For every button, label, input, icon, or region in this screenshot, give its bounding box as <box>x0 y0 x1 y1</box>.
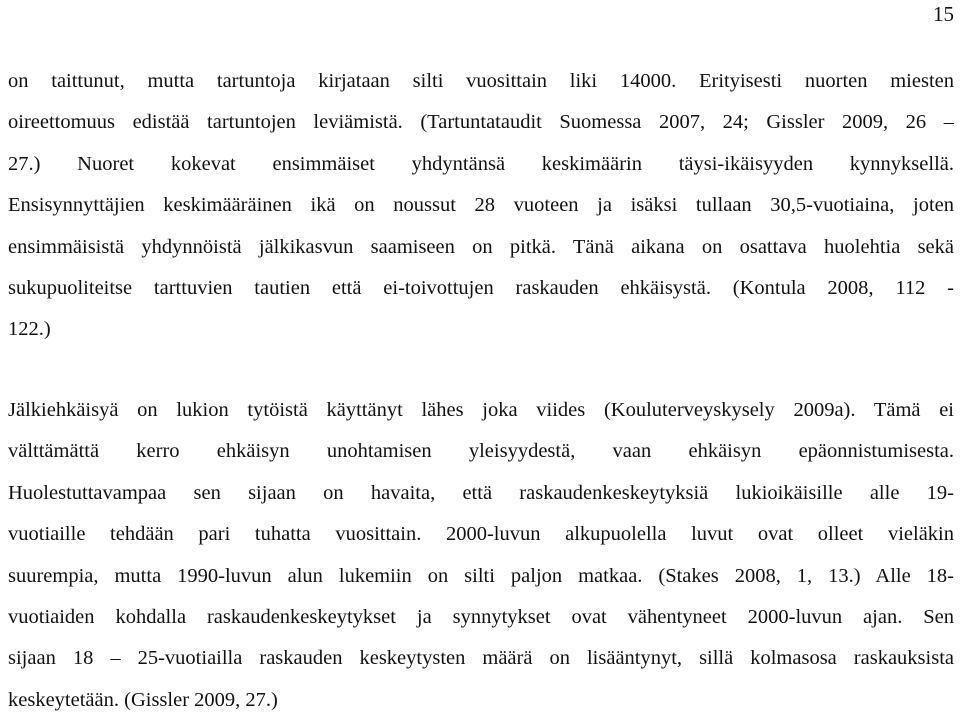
paragraph-2 <box>8 390 954 721</box>
page-number: 15 <box>933 2 954 26</box>
text-line: vuotiaiden kohdalla raskaudenkeskeytykset ja synnytykset ovat vähentyneet 2000-luvun ajan. Sen <box>8 605 954 628</box>
text-line: 27.) Nuoret kokevat ensimmäiset yhdyntänsä keskimäärin täysi-ikäisyyden kynnyksellä. <box>8 152 954 175</box>
text-line: keskeytetään. (Gissler 2009, 27.) <box>8 688 278 711</box>
text-line: sukupuoliteitse tarttuvien tautien että ei-toivottujen raskauden ehkäisystä. (Kontula 2008, 112 - <box>8 276 954 299</box>
text-line: Ensisynnyttäjien keskimääräinen ikä on noussut 28 vuoteen ja isäksi tullaan 30,5-vuotiaina, joten <box>8 194 954 217</box>
text-line: on taittunut, mutta tartuntoja kirjataan silti vuosittain liki 14000. Erityisesti nuorten miesten <box>8 70 954 92</box>
text-line: vuotiaille tehdään pari tuhatta vuosittain. 2000-luvun alkupuolella luvut ovat olleet vieläkin <box>8 523 954 546</box>
text-line: sijaan 18 – 25-vuotiailla raskauden keskeytysten määrä on lisääntynyt, sillä kolmasosa raskauksista <box>8 647 954 670</box>
paragraph-1 <box>8 61 954 351</box>
text-line: ensimmäisistä yhdynnöistä jälkikasvun saamiseen on pitkä. Tänä aikana on osattava huolehtia sekä <box>8 235 954 258</box>
text-line: 122.) <box>8 318 51 341</box>
text-line: välttämättä kerro ehkäisyn unohtamisen yleisyydestä, vaan ehkäisyn epäonnistumisesta. <box>8 440 954 463</box>
text-line: oireettomuus edistää tartuntojen leviämistä. (Tartuntataudit Suomessa 2007, 24; Gissler 2009, 26 – <box>8 111 954 134</box>
text-line: suurempia, mutta 1990-luvun alun lukemiin on silti paljon matkaa. (Stakes 2008, 1, 13.) Alle 18- <box>8 564 954 587</box>
text-line: Huolestuttavampaa sen sijaan on havaita, että raskaudenkeskeytyksiä lukioikäisille alle 19- <box>8 481 954 504</box>
text-line: Jälkiehkäisyä on lukion tytöistä käyttänyt lähes joka viides (Kouluterveyskysely 2009a). Tämä ei <box>8 399 954 421</box>
